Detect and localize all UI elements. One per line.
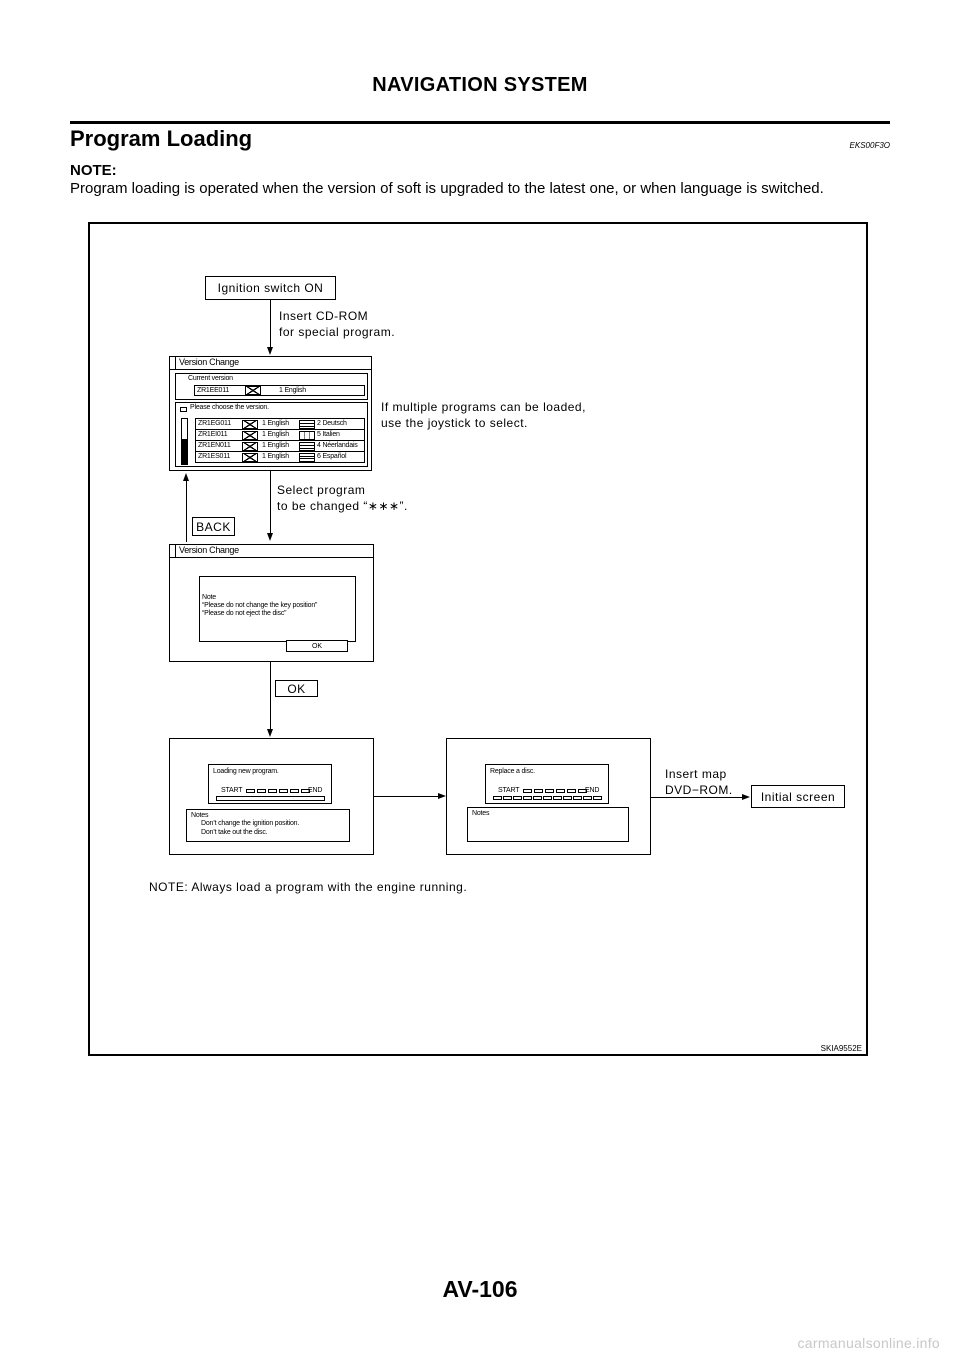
dialog-note-label: Note <box>202 594 216 601</box>
multiple-programs-caption-2: use the joystick to select. <box>381 416 528 430</box>
insert-cd-caption-1: Insert CD-ROM <box>279 309 369 323</box>
language-label: 4 Néerlandais <box>317 442 358 449</box>
dialog-note-line-2: “Please do not eject the disc” <box>202 610 287 617</box>
arrow-down-icon <box>267 533 273 541</box>
replace-disc-screen <box>446 738 651 855</box>
italy-flag-icon <box>299 431 315 440</box>
loading-screen <box>169 738 374 855</box>
dialog-note-line-1: “Please do not change the key position” <box>202 602 318 609</box>
scrollbar[interactable] <box>181 418 188 465</box>
insert-map-caption-1: Insert map <box>665 767 727 781</box>
insert-cd-caption-2: for special program. <box>279 325 396 339</box>
replace-panel <box>485 764 609 804</box>
flow-line-5 <box>651 797 742 798</box>
flow-line-3 <box>270 662 271 729</box>
header-rule <box>70 121 890 124</box>
select-program-caption-2: to be changed “∗∗∗”. <box>277 499 408 513</box>
ignition-switch-box: Ignition switch ON <box>205 276 336 300</box>
progress-bar-filled <box>493 796 602 800</box>
progress-end-label: END <box>308 787 323 794</box>
language-label: 1 English <box>279 387 306 394</box>
scrollbar-thumb[interactable] <box>182 439 187 464</box>
language-label: 1 English <box>262 431 289 438</box>
version-code: ZR1EE011 <box>197 387 230 394</box>
choose-version-panel <box>175 402 368 467</box>
notes-panel <box>467 807 629 842</box>
initial-screen-box: Initial screen <box>751 785 845 808</box>
flow-line-4 <box>374 796 438 797</box>
page-number: AV-106 <box>442 1276 518 1302</box>
version-code: ZR1EI011 <box>198 431 228 438</box>
language-label: 5 Italien <box>317 431 340 438</box>
version-change-screen <box>169 356 372 471</box>
watermark: carmanualsonline.info <box>797 1335 940 1351</box>
section-code: EKS00F3O <box>849 141 890 150</box>
figure-frame <box>88 222 868 1056</box>
language-label: 2 Deutsch <box>317 420 347 427</box>
bullet-icon <box>180 407 187 412</box>
arrow-down-icon <box>267 729 273 737</box>
progress-bar <box>216 796 325 801</box>
loading-panel <box>208 764 332 804</box>
bottom-note: NOTE: Always load a program with the engine running. <box>149 880 468 894</box>
version-code: ZR1EG011 <box>198 420 231 427</box>
uk-flag-icon <box>242 442 258 451</box>
notes-line-1: Don’t change the ignition position. <box>201 820 300 827</box>
dialog-ok-button[interactable]: OK <box>286 640 348 652</box>
progress-start-label: START <box>221 787 243 794</box>
back-line <box>186 481 187 542</box>
notes-panel <box>186 809 350 842</box>
germany-flag-icon <box>299 420 315 429</box>
figure-code: SKIA9552E <box>820 1044 862 1053</box>
language-label: 1 English <box>262 420 289 427</box>
progress-indicator <box>246 789 310 793</box>
current-version-panel <box>175 373 368 400</box>
notes-label: Notes <box>191 812 209 819</box>
version-change-note-screen <box>169 544 374 662</box>
screen-title: Version Change <box>179 357 239 367</box>
select-program-caption-1: Select program <box>277 483 366 497</box>
loading-text: Loading new program. <box>213 768 279 775</box>
arrow-right-icon <box>742 794 750 800</box>
note-dialog <box>199 576 356 642</box>
progress-end-label: END <box>585 787 600 794</box>
current-version-label: Current version <box>188 375 233 382</box>
back-button[interactable]: BACK <box>192 517 235 536</box>
flow-line-2 <box>270 471 271 533</box>
current-version-row <box>194 385 365 396</box>
uk-flag-icon <box>242 453 258 462</box>
spain-flag-icon <box>299 453 315 462</box>
screen-title: Version Change <box>179 545 239 555</box>
page-header: NAVIGATION SYSTEM <box>372 74 588 96</box>
uk-flag-icon <box>242 431 258 440</box>
netherlands-flag-icon <box>299 442 315 451</box>
uk-flag-icon <box>242 420 258 429</box>
version-code: ZR1ES011 <box>198 453 231 460</box>
note-label: NOTE: <box>70 162 117 179</box>
insert-map-caption-2: DVD−ROM. <box>665 783 733 797</box>
progress-indicator <box>523 789 587 793</box>
note-text: Program loading is operated when the version of soft is upgraded to the latest one, or when language is switched. <box>70 180 824 197</box>
language-label: 1 English <box>262 453 289 460</box>
arrow-up-icon <box>183 473 189 481</box>
replace-text: Replace a disc. <box>490 768 535 775</box>
version-code: ZR1EN011 <box>198 442 231 449</box>
version-row[interactable] <box>195 451 365 463</box>
language-label: 1 English <box>262 442 289 449</box>
arrow-down-icon <box>267 347 273 355</box>
multiple-programs-caption-1: If multiple programs can be loaded, <box>381 400 586 414</box>
ok-button[interactable]: OK <box>275 680 318 697</box>
notes-label: Notes <box>472 810 490 817</box>
language-label: 6 Español <box>317 453 347 460</box>
uk-flag-icon <box>245 386 261 395</box>
flow-line-1 <box>270 300 271 347</box>
section-title: Program Loading <box>70 126 253 151</box>
notes-line-2: Don’t take out the disc. <box>201 829 268 836</box>
arrow-right-icon <box>438 793 446 799</box>
progress-start-label: START <box>498 787 520 794</box>
choose-version-label: Please choose the version. <box>190 404 269 411</box>
